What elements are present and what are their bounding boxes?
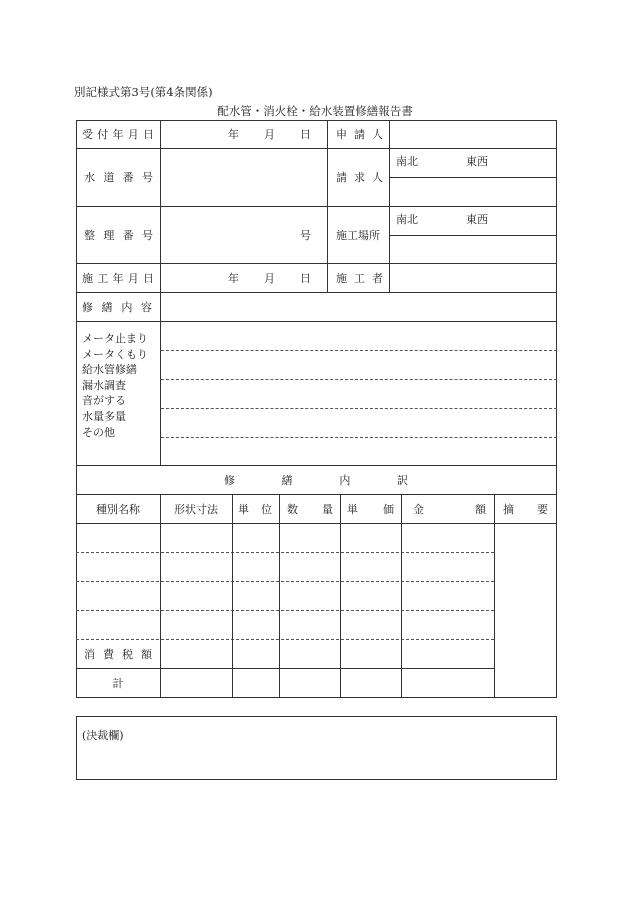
rule bbox=[494, 494, 495, 698]
form-title: 配水管・消火栓・給水装置修繕報告書 bbox=[217, 104, 413, 118]
receipt-date-month-unit: 月 bbox=[264, 128, 275, 141]
location-north-south: 南北 bbox=[396, 213, 418, 226]
rule bbox=[327, 120, 328, 292]
dashed-rule bbox=[161, 350, 557, 351]
work-date-day-unit: 日 bbox=[300, 271, 311, 285]
repair-type-item: 水量多量 bbox=[82, 409, 126, 423]
rule bbox=[160, 120, 161, 466]
approval-label: (決裁欄) bbox=[82, 729, 124, 742]
rule bbox=[401, 494, 402, 698]
column-header-unit-price: 単 価 bbox=[347, 502, 394, 516]
work-date-label: 施 工 年 月 日 bbox=[82, 271, 154, 285]
rule bbox=[389, 120, 390, 292]
repair-type-item: メータ止まり bbox=[82, 332, 148, 345]
column-header-item-name: 種別名称 bbox=[96, 502, 140, 516]
repair-content-label: 修 繕 内 容 bbox=[82, 300, 152, 314]
dashed-rule bbox=[161, 437, 557, 438]
rule bbox=[76, 321, 557, 322]
dashed-rule bbox=[76, 610, 494, 611]
work-date-year-unit: 年 bbox=[228, 271, 239, 285]
breakdown-heading: 修 繕 内 訳 bbox=[224, 474, 408, 487]
rule bbox=[340, 494, 341, 698]
repair-type-item: その他 bbox=[82, 425, 115, 439]
form-number: 別記様式第3号(第4条関係) bbox=[74, 85, 213, 99]
dashed-rule bbox=[76, 552, 494, 553]
receipt-date-label: 受 付 年 月 日 bbox=[82, 128, 154, 141]
rule bbox=[76, 523, 557, 524]
rule bbox=[232, 494, 233, 698]
rule bbox=[390, 235, 557, 236]
rule bbox=[390, 177, 557, 178]
reference-number-label: 整 理 番 号 bbox=[84, 228, 153, 242]
work-location-label: 施工場所 bbox=[336, 228, 380, 242]
repair-type-item: 音がする bbox=[82, 394, 126, 408]
requester-north-south: 南北 bbox=[396, 155, 418, 168]
column-header-quantity: 数 量 bbox=[287, 502, 333, 516]
requester-label: 請 求 人 bbox=[336, 171, 383, 184]
requester-east-west: 東西 bbox=[466, 155, 488, 168]
applicant-label: 申 請 人 bbox=[336, 128, 383, 141]
work-date-month-unit: 月 bbox=[264, 271, 275, 285]
repair-type-list bbox=[82, 331, 148, 440]
column-header-shape-size: 形状寸法 bbox=[174, 502, 218, 516]
total-label: 計 bbox=[112, 677, 124, 690]
repair-type-item: 漏水調査 bbox=[82, 378, 126, 392]
water-number-label: 水 道 番 号 bbox=[84, 171, 153, 184]
contractor-label: 施 工 者 bbox=[336, 271, 383, 285]
dashed-rule bbox=[76, 581, 494, 582]
column-header-unit: 単 位 bbox=[238, 502, 272, 516]
dashed-rule bbox=[161, 379, 557, 380]
receipt-date-year-unit: 年 bbox=[228, 128, 239, 141]
repair-type-item: メータくもり bbox=[82, 347, 148, 361]
consumption-tax-label: 消 費 税 額 bbox=[84, 647, 152, 661]
rule bbox=[160, 494, 161, 698]
dashed-rule bbox=[161, 408, 557, 409]
location-east-west: 東西 bbox=[466, 213, 488, 226]
reference-number-suffix: 号 bbox=[300, 228, 311, 242]
receipt-date-day-unit: 日 bbox=[300, 128, 311, 141]
approval-box bbox=[76, 716, 557, 780]
column-header-amount: 金 額 bbox=[413, 502, 486, 516]
column-header-remarks: 摘 要 bbox=[503, 502, 548, 516]
repair-type-item: 給水管修繕 bbox=[82, 363, 137, 377]
rule bbox=[279, 494, 280, 698]
